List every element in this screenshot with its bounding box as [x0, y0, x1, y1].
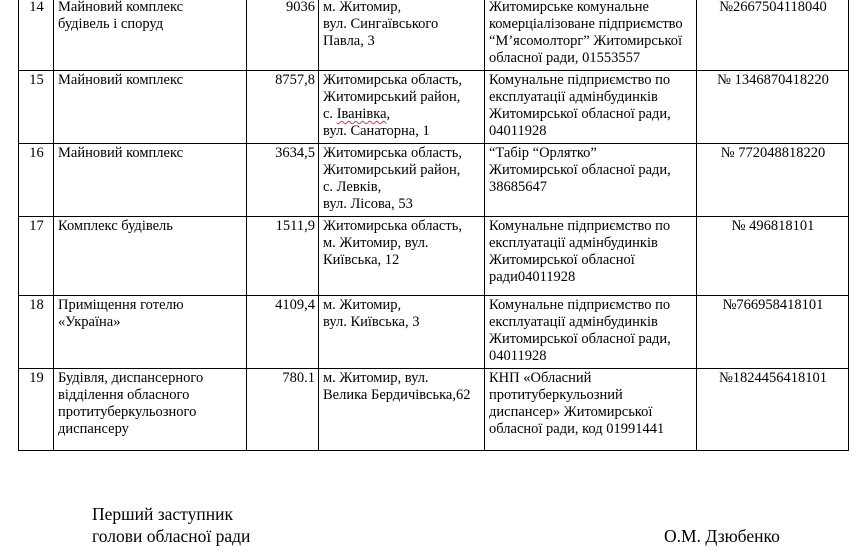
balance-holder-line: Житомирської обласної ради,	[489, 331, 671, 347]
object-name-cell	[54, 0, 247, 71]
object-name-line: Будівля, диспансерного	[58, 370, 204, 386]
registration-number-cell: № 772048818220	[697, 144, 849, 217]
balance-holder-cell	[485, 71, 697, 144]
row-number-cell: 16	[19, 144, 54, 217]
property-registry-table	[18, 0, 849, 451]
row-number-cell: 18	[19, 296, 54, 369]
balance-holder-cell	[485, 217, 697, 296]
balance-holder-line: експлуатації адмінбудинків	[489, 235, 658, 251]
row-number-cell: 15	[19, 71, 54, 144]
table-row	[19, 217, 849, 296]
object-name-cell	[54, 369, 247, 451]
table-row	[19, 71, 849, 144]
object-name-line: Майновий комплекс	[58, 72, 184, 88]
table-row	[19, 296, 849, 369]
balance-holder-line: Житомирське комунальне	[489, 0, 649, 15]
balance-holder-line: комерціалізоване підприємство	[489, 16, 683, 32]
balance-holder-line: обласної ради, 01553557	[489, 50, 641, 66]
signatory-position-line-2: голови обласної ради	[92, 526, 251, 546]
address-line: вул. Київська, 3	[323, 314, 420, 330]
area-cell: 4109,4	[247, 296, 319, 369]
address-line: Київська, 12	[323, 252, 400, 268]
signatory-position-line-1: Перший заступник	[92, 504, 233, 524]
balance-holder-line: 04011928	[489, 123, 547, 139]
registration-number-cell: № 496818101	[697, 217, 849, 296]
area-cell: 1511,9	[247, 217, 319, 296]
address-cell	[319, 296, 485, 369]
balance-holder-line: 38685647	[489, 179, 547, 195]
balance-holder-line: Комунальне підприємство по	[489, 297, 671, 313]
address-cell	[319, 144, 485, 217]
address-line: Житомирська область,	[323, 72, 462, 88]
address-line: вул. Лісова, 53	[323, 196, 413, 212]
balance-holder-cell	[485, 144, 697, 217]
balance-holder-line: обласної ради, код 01991441	[489, 421, 665, 437]
address-cell	[319, 71, 485, 144]
object-name-line: Майновий комплекс	[58, 0, 184, 15]
balance-holder-line: Житомирської обласної ради,	[489, 106, 671, 122]
signatory-position	[92, 503, 250, 547]
object-name-line: відділення обласного	[58, 387, 190, 403]
address-line: Велика Бердичівська,62	[323, 387, 471, 403]
object-name-cell	[54, 296, 247, 369]
address-line: Павла, 3	[323, 33, 375, 49]
row-number-cell: 19	[19, 369, 54, 451]
address-line: Житомирська область,	[323, 145, 462, 161]
balance-holder-line: Житомирської обласної	[489, 252, 635, 268]
address-cell	[319, 0, 485, 71]
address-line: м. Житомир, вул.	[323, 370, 429, 386]
address-line: Житомирська область,	[323, 218, 462, 234]
address-line: вул. Сингаївського	[323, 16, 439, 32]
address-line: м. Житомир,	[323, 0, 402, 15]
object-name-line: будівель і споруд	[58, 16, 164, 32]
balance-holder-line: диспансер» Житомирської	[489, 404, 653, 420]
balance-holder-cell	[485, 296, 697, 369]
address-cell	[319, 217, 485, 296]
object-name-line: «Україна»	[58, 314, 121, 330]
address-line: Житомирський район,	[323, 162, 461, 178]
registration-number-cell: №766958418101	[697, 296, 849, 369]
balance-holder-line: експлуатації адмінбудинків	[489, 314, 658, 330]
area-cell: 9036	[247, 0, 319, 71]
row-number-cell: 17	[19, 217, 54, 296]
area-cell: 3634,5	[247, 144, 319, 217]
address-line: с. Левків,	[323, 179, 382, 195]
row-number-cell: 14	[19, 0, 54, 71]
object-name-cell	[54, 144, 247, 217]
balance-holder-line: Комунальне підприємство по	[489, 72, 671, 88]
address-line: Житомирський район,	[323, 89, 461, 105]
object-name-line: диспансеру	[58, 421, 129, 437]
balance-holder-line: ради04011928	[489, 269, 576, 285]
balance-holder-cell	[485, 369, 697, 451]
balance-holder-line: 04011928	[489, 348, 547, 364]
table-row	[19, 0, 849, 71]
address-cell	[319, 369, 485, 451]
balance-holder-line: Комунальне підприємство по	[489, 218, 671, 234]
balance-holder-line: Житомирської обласної ради,	[489, 162, 671, 178]
table-row	[19, 369, 849, 451]
balance-holder-line: “М’ясомолторг” Житомирської	[489, 33, 683, 49]
registration-number-cell: № 1346870418220	[697, 71, 849, 144]
object-name-line: Комплекс будівель	[58, 218, 173, 234]
balance-holder-line: протитуберкульозний	[489, 387, 623, 403]
object-name-line: Майновий комплекс	[58, 145, 184, 161]
object-name-cell	[54, 217, 247, 296]
balance-holder-line: експлуатації адмінбудинків	[489, 89, 658, 105]
address-line: с. Іванівка,	[323, 106, 391, 122]
object-name-line: протитуберкульозного	[58, 404, 197, 420]
area-cell: 8757,8	[247, 71, 319, 144]
signatory-name: О.М. Дзюбенко	[664, 526, 780, 546]
address-line: м. Житомир,	[323, 297, 402, 313]
balance-holder-cell	[485, 0, 697, 71]
registration-number-cell: №1824456418101	[697, 369, 849, 451]
object-name-cell	[54, 71, 247, 144]
balance-holder-line: “Табір “Орлятко”	[489, 145, 597, 161]
area-cell: 780.1	[247, 369, 319, 451]
registry-table-body	[19, 0, 849, 451]
balance-holder-line: КНП «Обласний	[489, 370, 592, 386]
address-line: м. Житомир, вул.	[323, 235, 429, 251]
table-row	[19, 144, 849, 217]
object-name-line: Приміщення готелю	[58, 297, 184, 313]
address-line: вул. Санаторна, 1	[323, 123, 430, 139]
registration-number-cell: №2667504118040	[697, 0, 849, 71]
